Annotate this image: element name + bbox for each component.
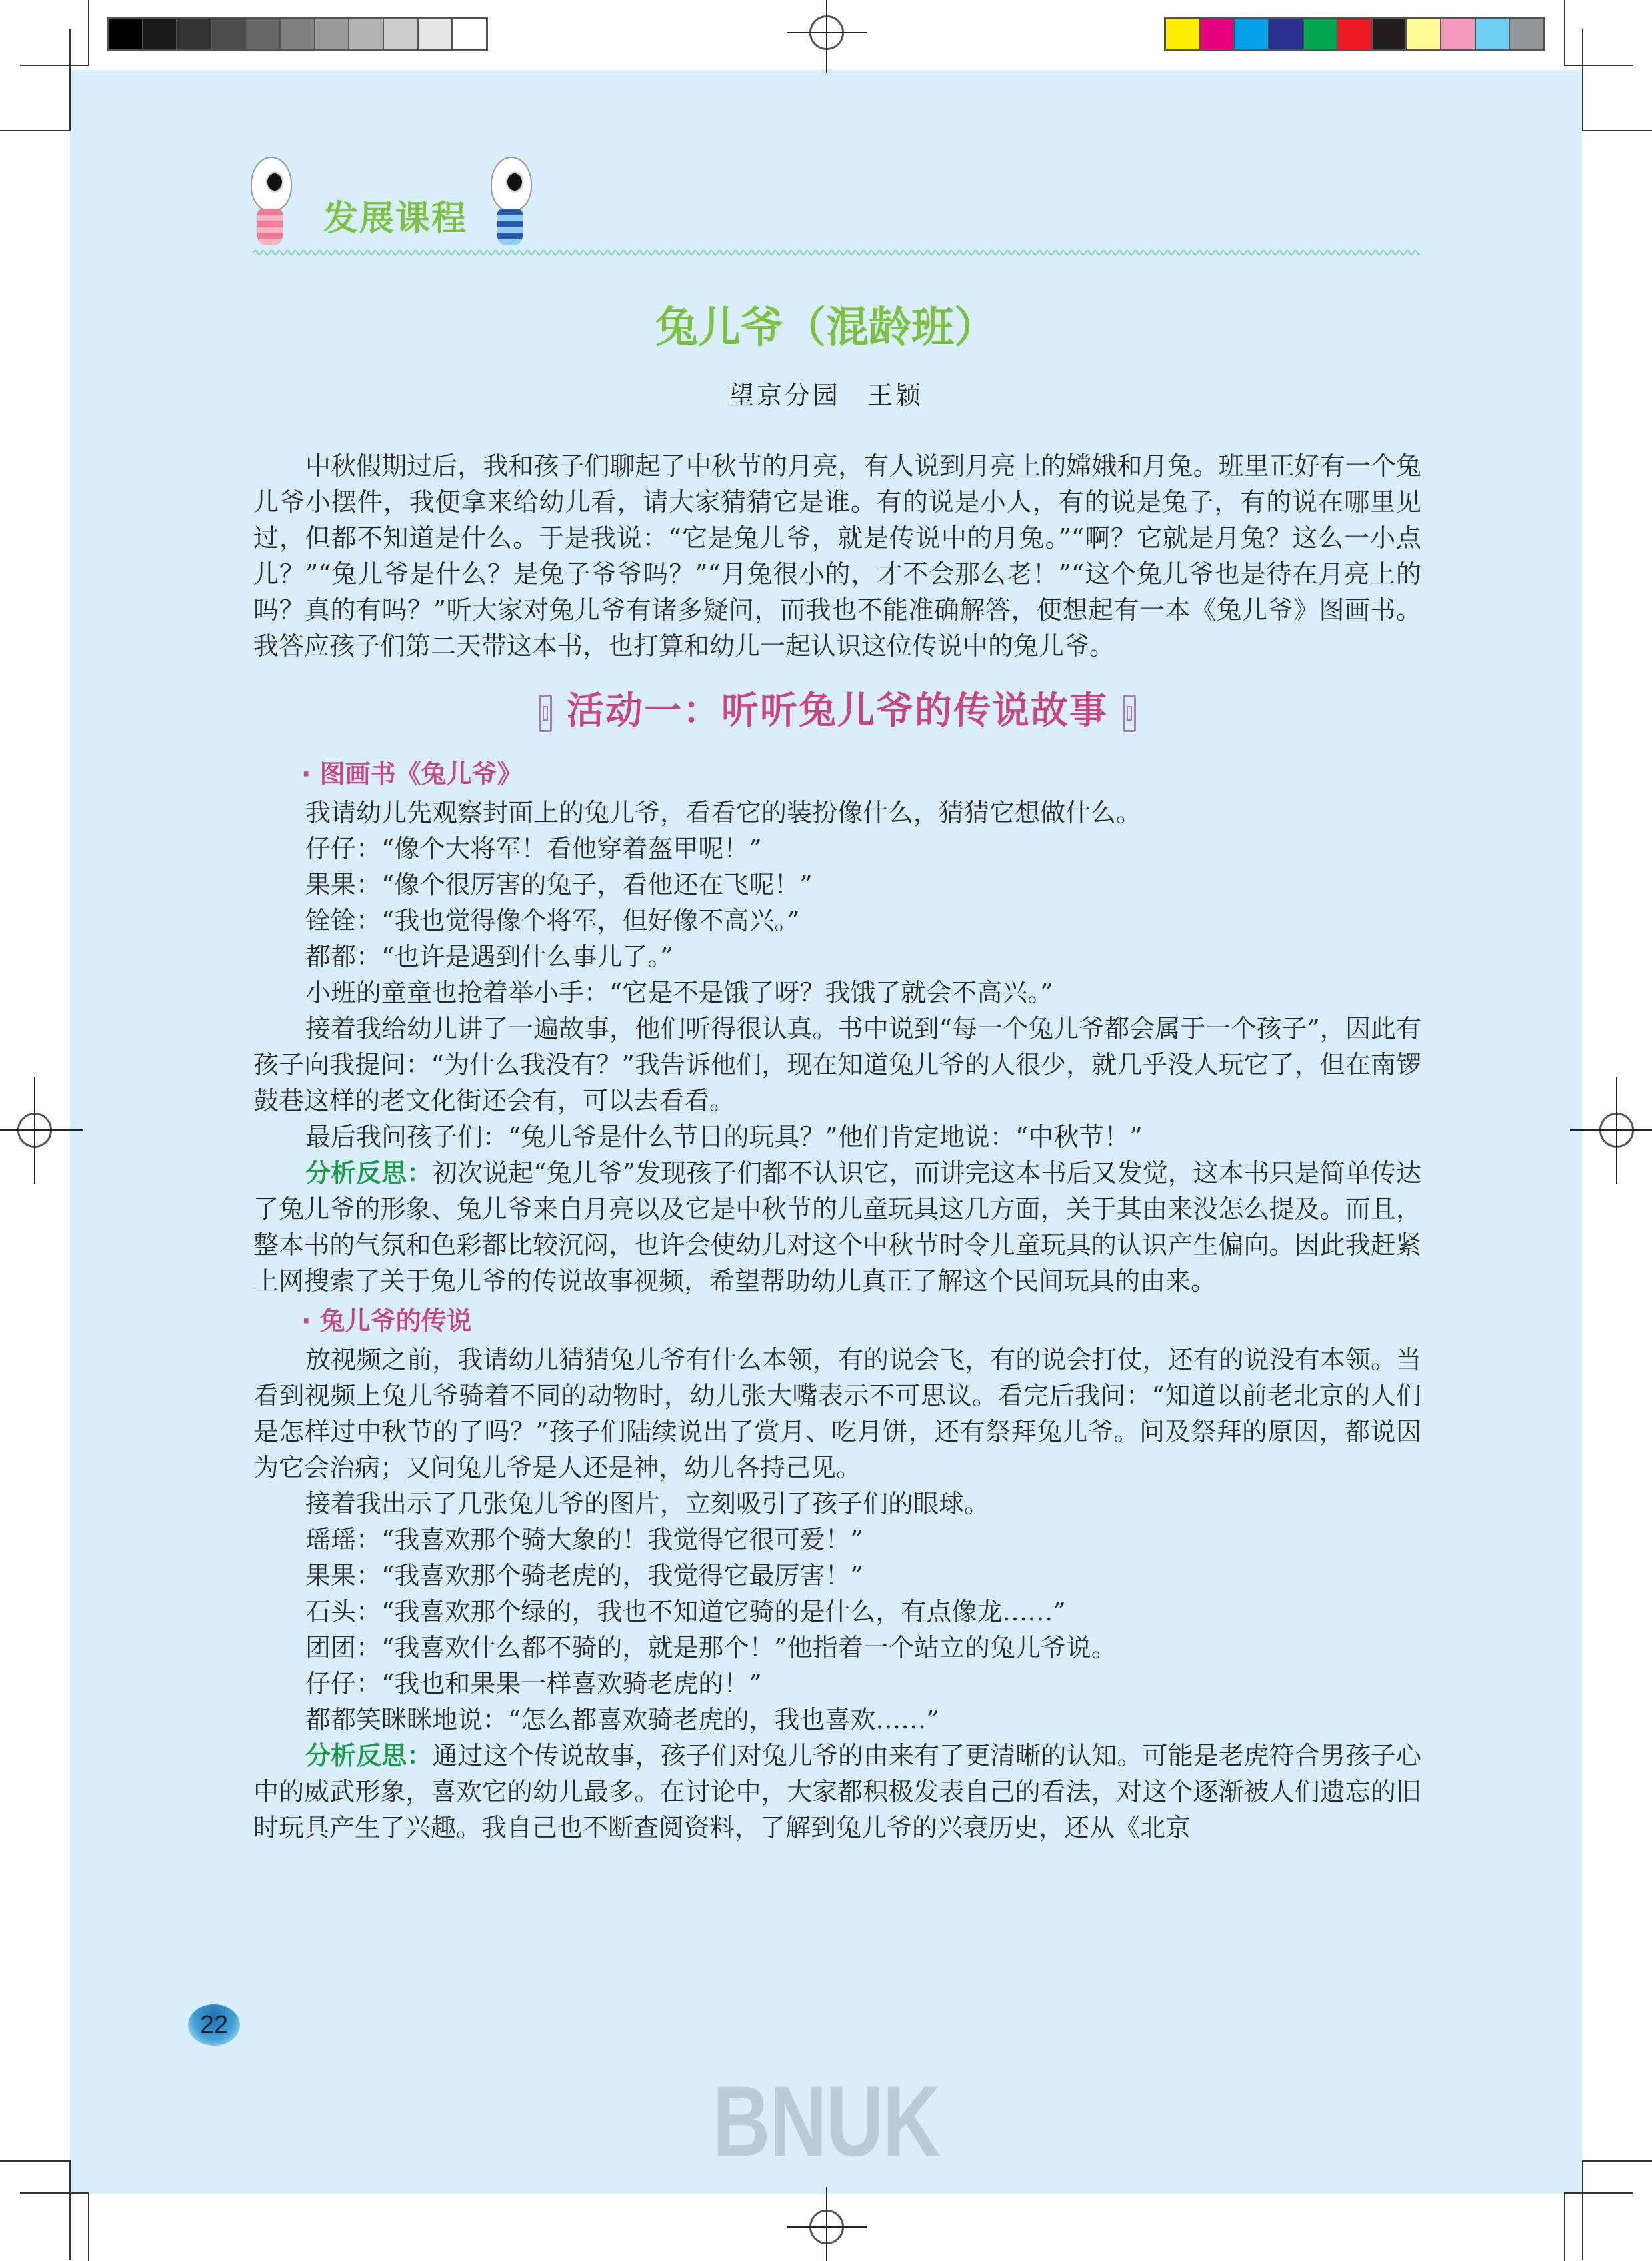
crop-mark [0, 130, 71, 131]
color-calibration-bar [1164, 17, 1545, 51]
crop-mark [88, 0, 89, 65]
crop-mark [69, 29, 71, 131]
reflection-paragraph [253, 1155, 1421, 1299]
article-title: 兔儿爷（混龄班） [655, 303, 997, 353]
dialogue-line: 瑶瑶：“我喜欢那个骑大象的！我觉得它很可爱！” [305, 1525, 863, 1554]
reflection-label: 分析反思： [305, 1158, 433, 1188]
author-org: 望京分园 [728, 381, 841, 410]
grayscale-calibration-bar [107, 17, 488, 51]
color-swatch [212, 19, 247, 49]
crop-mark [1564, 2192, 1633, 2194]
series-header [247, 143, 1420, 260]
boy-mascot-icon [487, 157, 533, 257]
dialogue-line: 铨铨：“我也觉得像个将军，但好像不高兴。” [305, 906, 800, 935]
crop-mark [88, 2192, 89, 2261]
paragraph: 我请幼儿先观察封面上的兔儿爷，看看它的装扮像什么，猜猜它想做什么。 [305, 798, 1142, 827]
dialogue-line: 石头：“我喜欢那个绿的，我也不知道它骑的是什么，有点像龙……” [305, 1597, 1066, 1626]
dialogue-line: 果果：“我喜欢那个骑老虎的，我觉得它最厉害！” [305, 1561, 863, 1590]
dialogue-line: 果果：“像个很厉害的兔子，看他还在飞呢！” [305, 870, 813, 899]
color-swatch [1510, 19, 1543, 49]
crop-mark [1564, 2192, 1565, 2261]
article-body [253, 448, 1421, 1846]
registration-mark-top [803, 9, 850, 56]
color-swatch [281, 19, 315, 49]
crop-mark [69, 2160, 71, 2260]
color-swatch [1201, 19, 1235, 49]
reflection-label: 分析反思： [305, 1741, 433, 1770]
watermark: BNUK [712, 2065, 940, 2177]
color-swatch [349, 19, 384, 49]
crop-mark [1582, 2160, 1652, 2162]
color-swatch [1304, 19, 1339, 49]
girl-mascot-icon [247, 157, 293, 257]
crop-mark [20, 2192, 89, 2194]
crop-mark [0, 2160, 71, 2162]
ornament-icon [1123, 695, 1136, 732]
color-swatch [1476, 19, 1511, 49]
page-number-badge: 22 [188, 2004, 240, 2046]
ornament-icon [539, 695, 552, 732]
color-swatch [419, 19, 453, 49]
color-swatch [384, 19, 419, 49]
color-swatch [1166, 19, 1201, 49]
dialogue-line: 仔仔：“像个大将军！看他穿着盔甲呢！” [305, 834, 762, 863]
wavy-divider [253, 249, 1420, 257]
dialogue-line: 团团：“我喜欢什么都不骑的，就是那个！”他指着一个站立的兔儿爷说。 [305, 1633, 1117, 1662]
section-subheading: · 图画书《兔儿爷》 [301, 759, 523, 789]
color-swatch [1269, 19, 1304, 49]
paragraph: 放视频之前，我请幼儿猜猜兔儿爷有什么本领，有的说会飞，有的说会打仗，还有的说没有本领。当看到视频上兔儿爷骑着不同的动物时，幼儿张大嘴表示不可思议。看完后我问：“知道以前老北京的人们是怎样过中秋节的了吗？”孩子们陆续说出了赏月、吃月饼，还有祭拜兔儿爷。问及祭拜的原因，都说因为它会治病；又问兔儿爷是人还是神，幼儿各持己见。 [253, 1345, 1421, 1482]
color-swatch [247, 19, 281, 49]
dialogue-line: 都都笑眯眯地说：“怎么都喜欢骑老虎的，我也喜欢……” [305, 1705, 939, 1734]
crop-mark [1564, 0, 1565, 65]
paragraph: 最后我问孩子们：“兔儿爷是什么节日的玩具？”他们肯定地说：“中秋节！” [305, 1122, 1143, 1152]
crop-mark [1564, 65, 1633, 66]
activity-heading-text: 活动一：听听兔儿爷的传说故事 [567, 689, 1108, 733]
color-swatch [1407, 19, 1441, 49]
crop-mark [1582, 29, 1583, 131]
section-subheading: · 兔儿爷的传说 [301, 1306, 472, 1336]
color-swatch [1338, 19, 1373, 49]
reflection-text: 初次说起“兔儿爷”发现孩子们都不认识它，而讲完这本书后又发觉，这本书只是简单传达了兔儿爷的形象、兔儿爷来自月亮以及它是中秋节的儿童玩具这几方面，关于其由来没怎么提及。而且，整本书的气氛和色彩都比较沉闷，也许会使幼儿对这个中秋节时令儿童玩具的认识产生偏向。因此我赶紧上网搜索了关于兔儿爷的传说故事视频，希望帮助幼儿真正了解这个民间玩具的由来。 [253, 1158, 1421, 1296]
intro-paragraph: 中秋假期过后，我和孩子们聊起了中秋节的月亮，有人说到月亮上的嫦娥和月兔。班里正好有一个兔儿爷小摆件，我便拿来给幼儿看，请大家猜猜它是谁。有的说是小人，有的说是兔子，有的说在哪里见过，但都不知道是什么。于是我说：“它是兔儿爷，就是传说中的月兔。”“啊？它就是月兔？这么一小点儿？”“兔儿爷是什么？是兔子爷爷吗？”“月兔很小的，才不会那么老！”“这个兔儿爷也是待在月亮上的吗？真的有吗？”听大家对兔儿爷有诸多疑问，而我也不能准确解答，便想起有一本《兔儿爷》图画书。我答应孩子们第二天带这本书，也打算和幼儿一起认识这位传说中的兔儿爷。 [253, 451, 1421, 661]
color-swatch [177, 19, 212, 49]
author-line [0, 375, 1652, 411]
color-swatch [1441, 19, 1476, 49]
crop-mark [20, 65, 89, 66]
color-swatch [453, 19, 486, 49]
color-swatch [315, 19, 350, 49]
reflection-text: 通过这个传说故事，孩子们对兔儿爷的由来有了更清晰的认知。可能是老虎符合男孩子心中的威武形象，喜欢它的幼儿最多。在讨论中，大家都积极发表自己的看法，对这个逐渐被人们遗忘的旧时玩具产生了兴趣。我自己也不断查阅资料，了解到兔儿爷的兴衰历史，还从《北京 [253, 1741, 1421, 1842]
registration-mark-left [11, 1107, 58, 1154]
dialogue-line: 小班的童童也抢着举小手：“它是不是饿了呀？我饿了就会不高兴。” [305, 978, 1053, 1007]
color-swatch [1373, 19, 1407, 49]
activity-heading [253, 681, 1421, 735]
author-name: 王颖 [867, 381, 924, 410]
color-swatch [1235, 19, 1269, 49]
crop-mark [1582, 2160, 1583, 2260]
registration-mark-right [1593, 1107, 1640, 1154]
paragraph: 接着我出示了几张兔儿爷的图片，立刻吸引了孩子们的眼球。 [305, 1489, 990, 1518]
color-swatch [143, 19, 178, 49]
series-title: 发展课程 [323, 199, 468, 239]
reflection-paragraph [253, 1738, 1421, 1846]
color-swatch [109, 19, 143, 49]
dialogue-line: 都都：“也许是遇到什么事儿了。” [305, 942, 673, 971]
registration-mark-bottom [803, 2204, 850, 2250]
crop-mark [1582, 130, 1652, 131]
dialogue-line: 仔仔：“我也和果果一样喜欢骑老虎的！” [305, 1669, 762, 1698]
paragraph: 接着我给幼儿讲了一遍故事，他们听得很认真。书中说到“每一个兔儿爷都会属于一个孩子”，因此有孩子向我提问：“为什么我没有？”我告诉他们，现在知道兔儿爷的人很少，就几乎没人玩它了，但在南锣鼓巷这样的老文化街还会有，可以去看看。 [253, 1014, 1421, 1115]
